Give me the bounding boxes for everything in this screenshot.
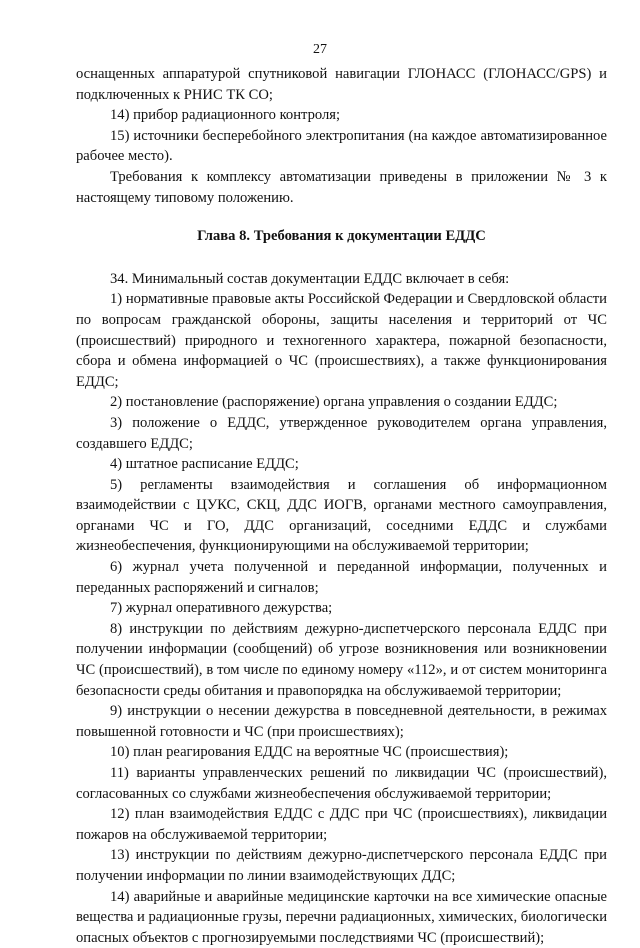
list-item: 8) инструкции по действиям дежурно-диспетчерского персонала ЕДДС при получении информации (сообщений) об угрозе возникновения или возникновении ЧС (происшествий), в том числе по единому номеру «112», и от систем мониторинга безопасности среды обитания и правопорядка на обслуживаемой территории; [76,620,607,699]
list-item: 13) инструкции по действиям дежурно-диспетчерского персонала ЕДДС при получении информации по линии взаимодействующих ДДС; [76,847,607,884]
paragraph: Требования к комплексу автоматизации приведены в приложении № 3 к настоящему типовому положению. [76,168,607,206]
list-item: 3) положение о ЕДДС, утвержденное руководителем органа управления, создавшего ЕДДС; [76,414,607,452]
list-item: 1) нормативные правовые акты Российской Федерации и Свердловской области по вопросам гражданской обороны, защиты населения и территорий от ЧС (происшествий) природного и техногенного характера, пожарной безопасности, сбора и обмена информацией о ЧС (происшествиях), а также функционирования ЕДДС; [76,291,607,390]
list-item: 14) аварийные и аварийные медицинские карточки на все химические опасные вещества и радиационные грузы, перечни радиационных, химических, биологически опасных объектов с прогнозируемыми последствиями ЧС (происшествий); [76,888,608,946]
document-body [76,64,607,948]
list-item: 11) варианты управленческих решений по ликвидации ЧС (происшествий), согласованных со службами жизнеобеспечения обслуживаемой территории; [76,765,607,802]
list-item: 2) постановление (распоряжение) органа управления о создании ЕДДС; [110,394,558,411]
list-item: 9) инструкции о несении дежурства в повседневной деятельности, в режимах повышенной готовности и ЧС (при происшествиях); [76,703,607,740]
list-item: 10) план реагирования ЕДДС на вероятные ЧС (происшествия); [110,744,509,761]
chapter-heading: Глава 8. Требования к документации ЕДДС [197,228,486,245]
section-intro: 34. Минимальный состав документации ЕДДС включает в себя: [110,270,510,287]
list-item: 12) план взаимодействия ЕДДС с ДДС при ЧС (происшествиях), ликвидации пожаров на обслуживаемой территории; [76,806,607,843]
page-number: 27 [313,42,327,57]
list-item: 6) журнал учета полученной и переданной информации, полученных и переданных распоряжений и сигналов; [76,559,607,596]
list-item: 4) штатное расписание ЕДДС; [110,456,299,473]
list-item: 15) источники бесперебойного электропитания (на каждое автоматизированное рабочее место). [76,127,607,165]
paragraph: оснащенных аппаратурой спутниковой навигации ГЛОНАСС (ГЛОНАСС/GPS) и подключенных к РНИС ТК СО; [76,66,607,103]
list-item: 5) регламенты взаимодействия и соглашения об информационном взаимодействии с ЦУКС, СКЦ, ДДС ИОГВ, органами местного самоуправления, органами ЧС и ГО, ДДС организаций, соседними ЕДДС и службами жизнеобеспечения, функционирующими на обслуживаемой территории; [76,476,607,555]
list-item: 7) журнал оперативного дежурства; [110,600,333,617]
list-item: 14) прибор радиационного контроля; [110,107,341,124]
